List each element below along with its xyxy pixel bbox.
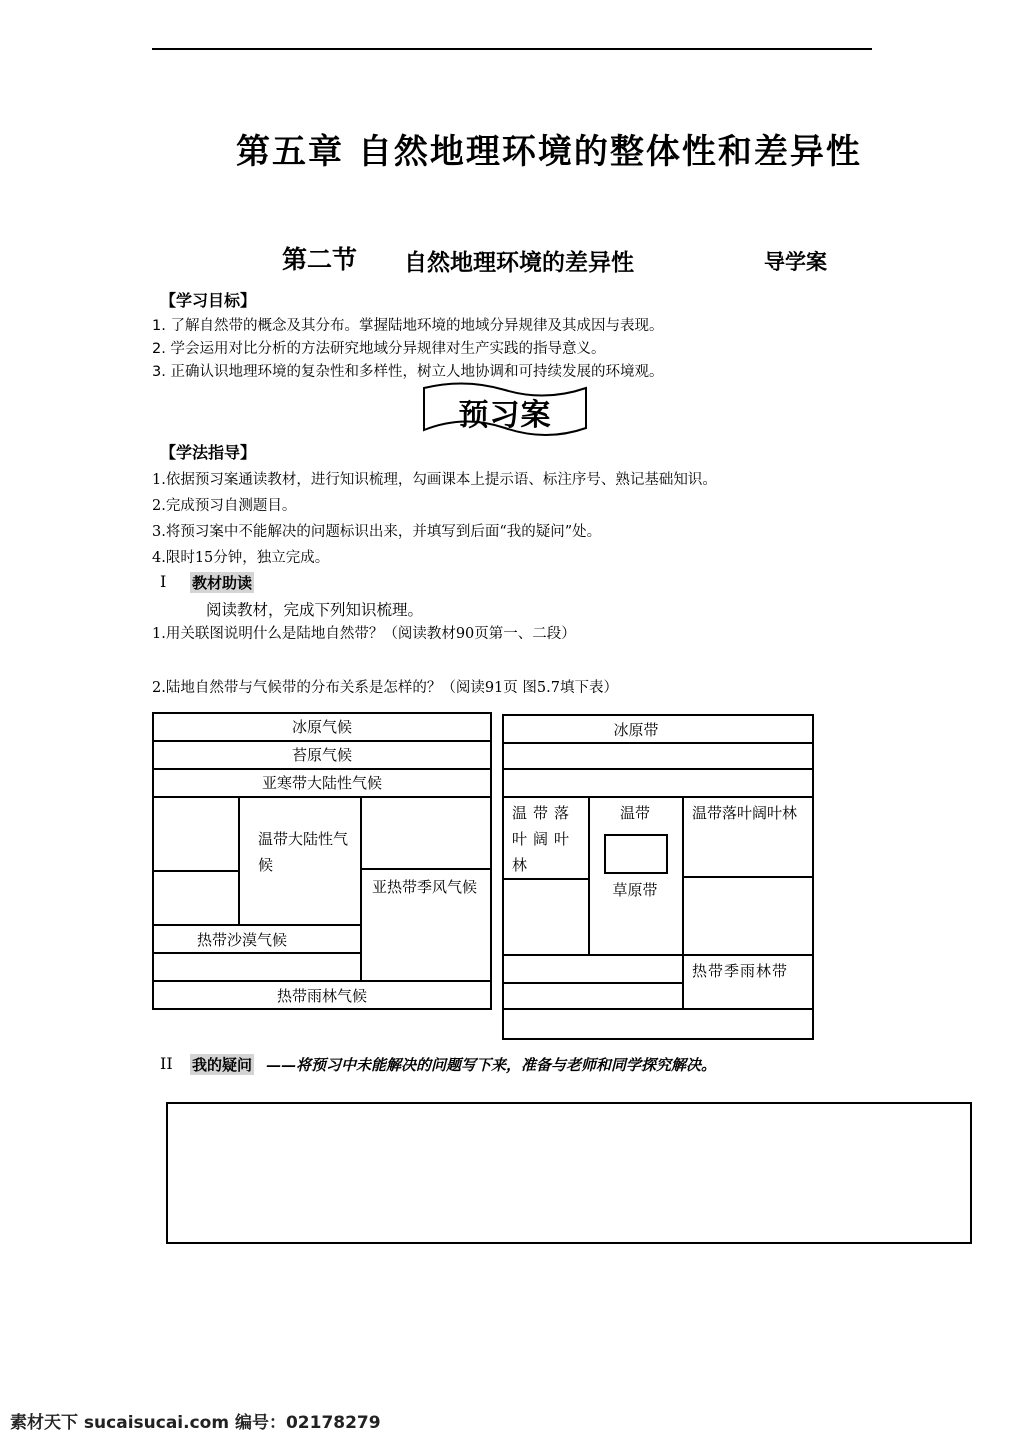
section-tag: 导学案 [764,249,827,274]
table-divider [360,796,362,982]
cell-subtropical-monsoon-climate: 亚热带季风气候 [372,878,478,896]
cell-temperate-deciduous-right: 温带落叶阔叶林 [692,804,798,822]
method-item: 4.限时15分钟，独立完成。 [152,550,330,566]
cell-tropical-desert-climate: 热带沙漠气候 [196,931,287,949]
question-2: 2.陆地自然带与气候带的分布关系是怎样的？（阅读91页 图5.7填下表） [152,680,618,696]
objectives-heading: 【学习目标】 [160,291,257,310]
cell-ice-zone: 冰原带 [613,721,659,739]
part2-label: 我的疑问 [192,1056,253,1074]
my-questions-answer-box[interactable] [166,1102,972,1244]
table-divider [682,954,814,956]
blank-answer-box[interactable] [604,834,668,874]
part1-intro: 阅读教材，完成下列知识梳理。 [206,601,424,619]
table-divider [152,924,360,926]
part1-label: 教材助读 [192,574,253,592]
table-divider [682,796,684,1010]
banner-text: 预习案 [458,398,552,433]
cell-ice-climate: 冰原气候 [291,718,352,736]
objective-item: 1. 了解自然带的概念及其分布。掌握陆地环境的地域分异规律及其成因与表现。 [152,318,664,334]
table-divider [238,796,240,924]
part2-instruction: ——将预习中未能解决的问题写下来，准备与老师和同学探究解决。 [266,1056,717,1074]
part1-numeral: I [160,572,167,591]
cell-temperate-deciduous-left: 温带落叶阔叶林 [512,804,576,874]
table-divider [502,796,814,798]
cell-tundra-climate: 苔原气候 [291,746,352,764]
table-divider [502,768,814,770]
header-rule [152,48,872,50]
table-divider [502,1008,814,1010]
chapter-title: 第五章 自然地理环境的整体性和差异性 [236,132,862,172]
table-divider [152,870,238,872]
table-divider [502,878,588,880]
method-item: 1.依据预习案通读教材，进行知识梳理，勾画课本上提示语、标注序号、熟记基础知识。 [152,472,717,488]
method-item: 3.将预习案中不能解决的问题标识出来，并填写到后面“我的疑问”处。 [152,524,602,540]
cell-subarctic-climate: 亚寒带大陆性气候 [261,774,382,792]
cell-tropical-rainforest-climate: 热带雨林气候 [276,987,367,1005]
table-divider [682,876,814,878]
table-divider [502,982,682,984]
section-number: 第二节 [282,245,358,274]
table-divider [152,980,492,982]
section-title: 自然地理环境的差异性 [404,249,634,276]
method-heading: 【学法指导】 [160,443,257,462]
watermark: 素材天下 sucaisucai.com 编号：02178279 [10,1413,381,1433]
cell-temperate-continental-climate: 温带大陆性气候 [258,830,349,874]
cell-temperate: 温带 [619,804,650,822]
table-divider [360,868,492,870]
preview-banner [420,382,590,444]
table-divider [152,796,492,798]
objective-item: 3. 正确认识地理环境的复杂性和多样性，树立人地协调和可持续发展的环境观。 [152,364,664,380]
question-1: 1.用关联图说明什么是陆地自然带？（阅读教材90页第一、二段） [152,626,576,642]
method-item: 2.完成预习自测题目。 [152,498,297,514]
cell-tropical-monsoon-forest: 热带季雨林带 [692,962,789,980]
cell-grassland-zone: 草原带 [612,881,658,899]
table-divider [502,954,682,956]
objective-item: 2. 学会运用对比分析的方法研究地域分异规律对生产实践的指导意义。 [152,341,606,357]
part2-numeral: II [160,1054,173,1073]
